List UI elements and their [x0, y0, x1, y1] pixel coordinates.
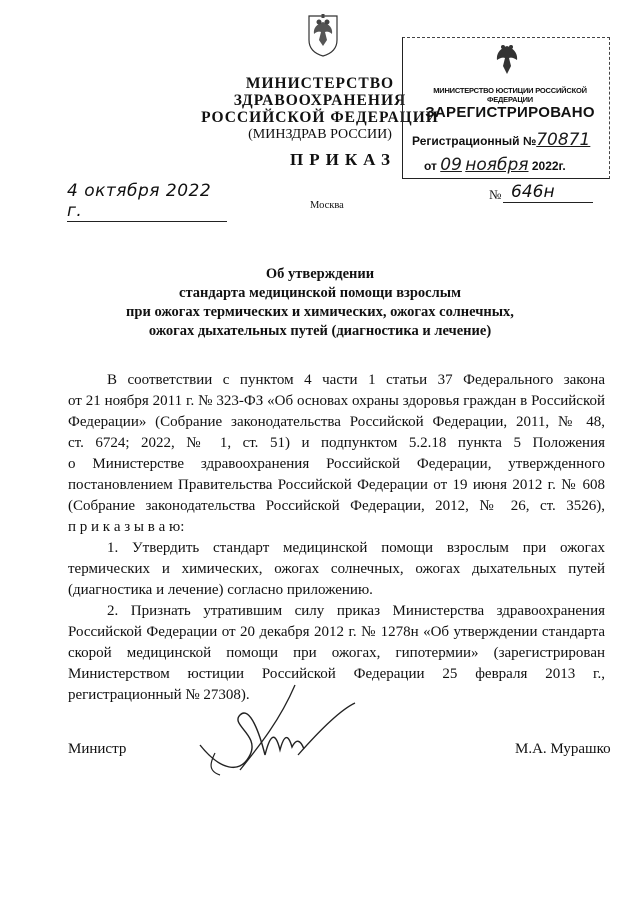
body-line: 2. Признать утратившим силу приказ Министерства здравоохранения	[107, 603, 605, 619]
ministry-short-name: (МИНЗДРАВ РОССИИ)	[248, 127, 392, 142]
body-line: (Собрание законодательства Российской Федерации, 2012, № 26, ст. 3526),	[68, 498, 605, 514]
doc-number: 646н	[503, 182, 593, 203]
doc-date: 4 октября 2022 г.	[67, 181, 227, 222]
stamp-title: ЗАРЕГИСТРИРОВАНО	[425, 104, 595, 121]
signer-position: Министр	[68, 741, 127, 757]
body-line: от 21 ноября 2011 г. № 323-ФЗ «Об основах охраны здоровья граждан в Российской	[68, 393, 605, 409]
body-line: о Министерстве здравоохранения Российской Федерации, утвержденного	[68, 456, 605, 472]
body-line: регистрационный № 27308).	[68, 687, 250, 703]
city: Москва	[310, 200, 344, 211]
stamp-date-month: ноября	[465, 155, 529, 175]
stamp-reg-label: Регистрационный №	[412, 134, 537, 148]
body-line: Федерации» (Собрание законодательства Российской Федерации, 2011, № 48,	[68, 414, 605, 430]
signature	[180, 675, 380, 785]
body-line: постановлением Правительства Российской Федерации от 19 июня 2012 г. № 608	[68, 477, 605, 493]
title-line: Об утверждении	[265, 266, 375, 282]
body-line: 1. Утвердить стандарт медицинской помощи взрослым при ожогах	[107, 540, 605, 556]
stamp-reg-number: 70871	[536, 130, 591, 150]
stamp-date-label: от	[424, 159, 437, 173]
body-line: скорой медицинской помощи при ожогах, гипотермии» (зарегистрирован	[68, 645, 605, 661]
ministry-name-line2: РОССИЙСКОЙ ФЕДЕРАЦИИ	[201, 109, 439, 126]
doc-number-label: №	[489, 187, 502, 202]
body-line: Министерством юстиции Российской Федерации 25 февраля 2013 г.,	[68, 666, 605, 682]
body-line: п р и к а з ы в а ю:	[68, 519, 185, 535]
doc-type: ПРИКАЗ	[290, 150, 396, 169]
body-line: термических и химических, ожогах солнечных, ожогах дыхательных путей	[68, 561, 605, 577]
body-line: Российской Федерации от 20 декабря 2012 г. № 1278н «Об утверждении стандарта	[68, 624, 605, 640]
signer-name: М.А. Мурашко	[515, 741, 611, 757]
body-line: (диагностика и лечение) согласно приложению.	[68, 582, 373, 598]
stamp-organization: МИНИСТЕРСТВО ЮСТИЦИИ РОССИЙСКОЙ ФЕДЕРАЦИИ	[433, 86, 587, 104]
stamp-date-day: 09	[440, 155, 462, 175]
doc-title	[80, 265, 560, 341]
stamp-date-year: 2022г.	[531, 159, 566, 173]
title-line: стандарта медицинской помощи взрослым	[179, 285, 461, 301]
stamp-eagle-icon	[492, 42, 522, 78]
body-line: В соответствии с пунктом 4 части 1 статьи 37 Федерального закона	[107, 372, 605, 388]
body-line: ст. 6724; 2022, № 1, ст. 51) и подпунктом 5.2.18 пункта 5 Положения	[68, 435, 605, 451]
title-line: ожогах дыхательных путей (диагностика и лечение)	[148, 323, 492, 339]
stamp-date	[424, 155, 566, 175]
coat-of-arms-icon	[303, 10, 343, 58]
ministry-name-line1: МИНИСТЕРСТВО ЗДРАВООХРАНЕНИЯ	[233, 75, 407, 109]
stamp-registration	[412, 130, 590, 150]
title-line: при ожогах термических и химических, ожогах солнечных,	[126, 304, 514, 320]
